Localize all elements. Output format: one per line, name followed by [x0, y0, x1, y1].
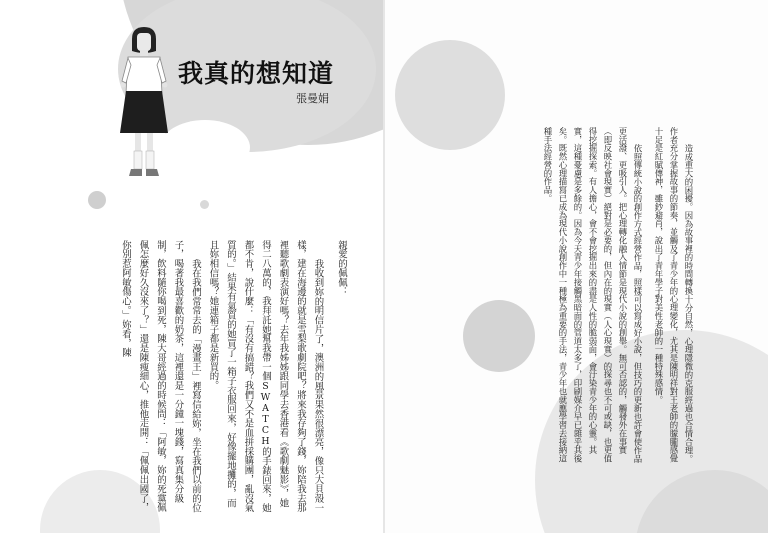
- commentary-body: [528, 127, 696, 467]
- left-page: [0, 0, 383, 533]
- letter-paragraph: 我收到妳的明信片了，澳洲的風景果然很漂亮，像只大貝殼一樣，建在海邊的就是雪梨歌劇院吧？將來我存夠了錢，妳陪我去那裡聽歌劇表演好嗎？去年我姊姊跟同學去香港看《歌劇魅影》，她得二八萬的，我拜託她幫我帶一個SWATCH的手錶回來，她都不肯，說什麼：「有沒有搞錯？我們又不是血拼採購團，亂沒氣質的。」結果有氣質的她買了一箱子衣服回來，好像擺地攤的，而且妳相信嗎？她連箱子都是新買的。: [207, 240, 324, 513]
- decorative-dot-tiny: [200, 200, 209, 209]
- decorative-circle-mid: [463, 300, 535, 372]
- letter-paragraph: 我在我們常常去的「漫畫王」裡寫信給妳，坐在我們以前的位子，喝著我最喜歡的奶茶，這裡還是一分鐘一塊錢，寫真集分級制，飲料隨你喝到死，陳大哥經過的時候問：「阿敏，妳的死黨佩佩怎麼好久沒來了？」還是陳瘦細心，推他走開：「佩佩出國了，你別惹阿敏傷心。」妳看，陳: [120, 240, 201, 513]
- commentary-paragraph: 造成重大的困擾。因為故事裡的時間轉換十分自然，心理隱微的克服經過也合情合理。作者充分掌握故事的節奏，並觸及了青少年的心理變化，尤其是陳明祥對王老師的朦朧感覺十足是紅賦傳神，雖鈔避肖，說出了青年學子對美性老師的一種特殊感情。: [654, 127, 694, 463]
- commentary-paragraph: 依照傳統小說的創作方式經營作品，照樣可以寫成好小說，但技巧的更新也許會使作品更活潑、更吸引人。把心理轉化融入情節是現代小說的創舉。無可否認的，觸發外在事實（即反映社會現實）絕對是必要的，但內在的現實（人心現實）的探尋也不可或缺，也更值得挖掘探索。有人擔心，會不會挖掘出來的盡是人性的脆弱面，會汙染青少年的心靈。其實，這種憂慮是多餘的。因為今天青少年接觸黑暗面的管道太多了，印刷媒介早已雜乎其後矣。既然心理描寫已成為現代小說創作中一種極為重要的手法，青少年也就應學習去接納這種手法經營的作品。: [543, 127, 643, 463]
- article-author: 張曼娟: [296, 92, 329, 105]
- article-title: 我真的想知道: [178, 59, 335, 88]
- decorative-circle-top-left: [395, 40, 505, 150]
- letter-body: [70, 240, 350, 515]
- decorative-dot-small: [88, 191, 106, 209]
- schoolgirl-illustration: [114, 25, 174, 190]
- letter-salutation: 親愛的佩佩：: [336, 240, 347, 297]
